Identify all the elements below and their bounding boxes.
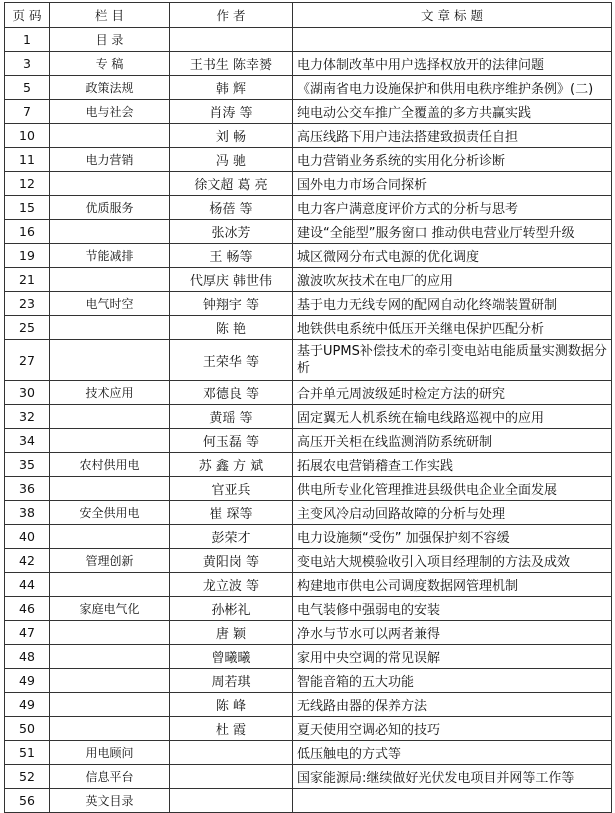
row-page: 27 — [5, 340, 50, 381]
table-row — [5, 621, 612, 645]
row-title: 拓展农电营销稽查工作实践 — [293, 453, 612, 477]
row-column — [50, 573, 170, 597]
table-row — [5, 573, 612, 597]
table-row — [5, 220, 612, 244]
row-column: 电气时空 — [50, 292, 170, 316]
table-row — [5, 789, 612, 813]
row-author: 杨蓓 等 — [170, 196, 293, 220]
row-title — [293, 28, 612, 52]
row-title: 基于UPMS补偿技术的牵引变电站电能质量实测数据分析 — [293, 340, 612, 381]
row-column: 家庭电气化 — [50, 597, 170, 621]
row-page: 38 — [5, 501, 50, 525]
row-column — [50, 405, 170, 429]
row-column — [50, 669, 170, 693]
table-row — [5, 292, 612, 316]
row-column — [50, 525, 170, 549]
table-row — [5, 268, 612, 292]
row-column — [50, 477, 170, 501]
row-page: 7 — [5, 100, 50, 124]
table-row — [5, 196, 612, 220]
row-column: 英文目录 — [50, 789, 170, 813]
table-row — [5, 645, 612, 669]
row-author: 杜 霞 — [170, 717, 293, 741]
row-author: 彭荣才 — [170, 525, 293, 549]
table-row — [5, 741, 612, 765]
row-author: 周若琪 — [170, 669, 293, 693]
row-author: 何玉磊 等 — [170, 429, 293, 453]
row-title: 净水与节水可以两者兼得 — [293, 621, 612, 645]
table-row — [5, 765, 612, 789]
table-row — [5, 100, 612, 124]
table-row — [5, 124, 612, 148]
row-author: 韩 辉 — [170, 76, 293, 100]
row-column: 信息平台 — [50, 765, 170, 789]
row-title: 固定翼无人机系统在输电线路巡视中的应用 — [293, 405, 612, 429]
row-page: 47 — [5, 621, 50, 645]
table-row — [5, 28, 612, 52]
table-row — [5, 172, 612, 196]
row-title: 纯电动公交车推广全覆盖的多方共赢实践 — [293, 100, 612, 124]
row-column: 技术应用 — [50, 381, 170, 405]
row-page: 1 — [5, 28, 50, 52]
row-title: 电力设施频“受伤” 加强保护刻不容缓 — [293, 525, 612, 549]
row-column — [50, 316, 170, 340]
row-title: 高压线路下用户违法搭建致损责任自担 — [293, 124, 612, 148]
row-author: 肖涛 等 — [170, 100, 293, 124]
table-row — [5, 316, 612, 340]
row-title: 无线路由器的保养方法 — [293, 693, 612, 717]
row-page: 25 — [5, 316, 50, 340]
row-title: 主变风冷启动回路故障的分析与处理 — [293, 501, 612, 525]
row-author — [170, 789, 293, 813]
row-author: 张冰芳 — [170, 220, 293, 244]
table-row — [5, 453, 612, 477]
table-row — [5, 405, 612, 429]
row-page: 49 — [5, 693, 50, 717]
row-page: 12 — [5, 172, 50, 196]
table-row — [5, 244, 612, 268]
row-page: 23 — [5, 292, 50, 316]
row-page: 52 — [5, 765, 50, 789]
row-title: 电力营销业务系统的实用化分析诊断 — [293, 148, 612, 172]
row-column: 政策法规 — [50, 76, 170, 100]
table-row — [5, 669, 612, 693]
row-title: 合并单元周波级延时检定方法的研究 — [293, 381, 612, 405]
row-author: 代厚庆 韩世伟 — [170, 268, 293, 292]
row-column — [50, 172, 170, 196]
header-row — [5, 3, 612, 28]
row-author: 崔 琛等 — [170, 501, 293, 525]
row-author: 刘 畅 — [170, 124, 293, 148]
table-row — [5, 693, 612, 717]
row-title: 电力客户满意度评价方式的分析与思考 — [293, 196, 612, 220]
row-column: 优质服务 — [50, 196, 170, 220]
row-page: 36 — [5, 477, 50, 501]
table-row — [5, 52, 612, 76]
row-title: 激波吹灰技术在电厂的应用 — [293, 268, 612, 292]
row-title: 夏天使用空调必知的技巧 — [293, 717, 612, 741]
row-page: 49 — [5, 669, 50, 693]
table-row — [5, 76, 612, 100]
row-page: 40 — [5, 525, 50, 549]
row-title: 地铁供电系统中低压开关继电保护匹配分析 — [293, 316, 612, 340]
row-title: 基于电力无线专网的配网自动化终端装置研制 — [293, 292, 612, 316]
row-author — [170, 28, 293, 52]
row-author: 陈 峰 — [170, 693, 293, 717]
row-author: 王 畅等 — [170, 244, 293, 268]
table-row — [5, 597, 612, 621]
row-column: 农村供用电 — [50, 453, 170, 477]
header-author: 作 者 — [170, 3, 293, 28]
row-page: 44 — [5, 573, 50, 597]
row-title: 低压触电的方式等 — [293, 741, 612, 765]
toc-body — [5, 28, 612, 813]
row-title: 构建地市供电公司调度数据网管理机制 — [293, 573, 612, 597]
table-row — [5, 549, 612, 573]
row-title: 变电站大规模验收引入项目经理制的方法及成效 — [293, 549, 612, 573]
row-author: 陈 艳 — [170, 316, 293, 340]
row-author — [170, 741, 293, 765]
row-author: 冯 驰 — [170, 148, 293, 172]
row-title: 供电所专业化管理推进县级供电企业全面发展 — [293, 477, 612, 501]
header-column: 栏 目 — [50, 3, 170, 28]
row-column — [50, 621, 170, 645]
row-page: 19 — [5, 244, 50, 268]
table-row — [5, 381, 612, 405]
row-page: 5 — [5, 76, 50, 100]
row-column — [50, 693, 170, 717]
row-page: 46 — [5, 597, 50, 621]
row-author — [170, 765, 293, 789]
row-page: 50 — [5, 717, 50, 741]
row-column — [50, 340, 170, 381]
row-page: 48 — [5, 645, 50, 669]
row-title: 电力体制改革中用户选择权放开的法律问题 — [293, 52, 612, 76]
row-page: 3 — [5, 52, 50, 76]
row-column: 用电顾问 — [50, 741, 170, 765]
table-row — [5, 148, 612, 172]
row-column: 管理创新 — [50, 549, 170, 573]
row-page: 56 — [5, 789, 50, 813]
row-title: 国家能源局:继续做好光伏发电项目并网等工作等 — [293, 765, 612, 789]
row-column — [50, 220, 170, 244]
table-row — [5, 340, 612, 381]
header-title: 文 章 标 题 — [293, 3, 612, 28]
row-page: 35 — [5, 453, 50, 477]
table-row — [5, 717, 612, 741]
row-title: 智能音箱的五大功能 — [293, 669, 612, 693]
row-page: 16 — [5, 220, 50, 244]
row-author: 黄阳岗 等 — [170, 549, 293, 573]
row-author: 徐文超 葛 亮 — [170, 172, 293, 196]
row-column — [50, 268, 170, 292]
row-column: 安全供用电 — [50, 501, 170, 525]
row-page: 42 — [5, 549, 50, 573]
row-page: 30 — [5, 381, 50, 405]
row-title — [293, 789, 612, 813]
row-page: 21 — [5, 268, 50, 292]
row-title: 家用中央空调的常见误解 — [293, 645, 612, 669]
row-column — [50, 124, 170, 148]
row-column: 节能减排 — [50, 244, 170, 268]
table-row — [5, 525, 612, 549]
row-page: 34 — [5, 429, 50, 453]
table-row — [5, 477, 612, 501]
row-column: 专 稿 — [50, 52, 170, 76]
row-column — [50, 429, 170, 453]
header-page: 页 码 — [5, 3, 50, 28]
row-column: 电力营销 — [50, 148, 170, 172]
row-page: 10 — [5, 124, 50, 148]
row-column: 电与社会 — [50, 100, 170, 124]
row-author: 官亚兵 — [170, 477, 293, 501]
row-author: 唐 颖 — [170, 621, 293, 645]
row-page: 15 — [5, 196, 50, 220]
row-title: 《湖南省电力设施保护和供用电秩序维护条例》(二) — [293, 76, 612, 100]
row-author: 曾曦曦 — [170, 645, 293, 669]
row-title: 电气装修中强弱电的安装 — [293, 597, 612, 621]
row-title: 国外电力市场合同探析 — [293, 172, 612, 196]
row-author: 黄瑶 等 — [170, 405, 293, 429]
table-row — [5, 429, 612, 453]
row-author: 王书生 陈幸赟 — [170, 52, 293, 76]
row-column — [50, 717, 170, 741]
row-title: 城区微网分布式电源的优化调度 — [293, 244, 612, 268]
table-row — [5, 501, 612, 525]
row-author: 苏 鑫 方 斌 — [170, 453, 293, 477]
row-author: 龙立波 等 — [170, 573, 293, 597]
row-author: 王荣华 等 — [170, 340, 293, 381]
row-title: 高压开关柜在线监测消防系统研制 — [293, 429, 612, 453]
row-author: 钟翔宇 等 — [170, 292, 293, 316]
row-page: 32 — [5, 405, 50, 429]
row-author: 邓德良 等 — [170, 381, 293, 405]
row-page: 11 — [5, 148, 50, 172]
row-column: 目 录 — [50, 28, 170, 52]
table-of-contents — [4, 2, 612, 813]
row-column — [50, 645, 170, 669]
row-author: 孙彬礼 — [170, 597, 293, 621]
row-page: 51 — [5, 741, 50, 765]
row-title: 建设“全能型”服务窗口 推动供电营业厅转型升级 — [293, 220, 612, 244]
